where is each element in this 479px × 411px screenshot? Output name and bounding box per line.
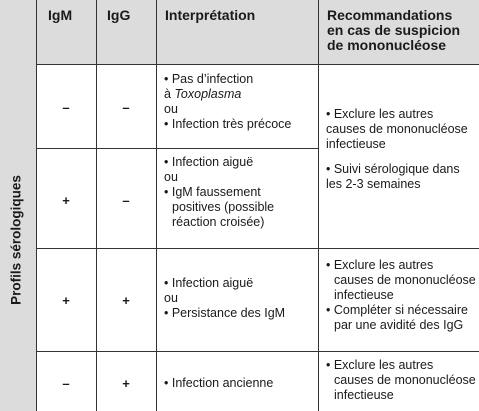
row2-interpretation: • Infection aiguë ou • IgM faussement positives (possible réaction croisée) <box>164 155 275 229</box>
row3-recommandation: • Exclure les autres causes de mononucléose infectieuse • Compléter si nécessaire par une avidité des IgG <box>326 258 476 332</box>
row1-igg: – <box>122 100 130 115</box>
row3-igg: + <box>122 293 130 308</box>
row3-interpretation: • Infection aiguë ou • Persistance des IgM <box>164 276 286 320</box>
header-igm: IgM <box>48 7 73 23</box>
row3-igm: + <box>62 293 70 308</box>
row2-igm: + <box>62 193 70 208</box>
row4-igm: – <box>62 376 70 391</box>
rows12-recommandation: • Exclure les autres causes de mononucléose infectieuse • Suivi sérologique dans les 2-3 semaines <box>326 107 468 191</box>
row1-interpretation: • Pas d’infection à Toxoplasma ou • Infection très précoce <box>164 72 292 131</box>
row4-recommandation: • Exclure les autres causes de mononucléose infectieuse <box>326 358 476 402</box>
row4-interpretation: • Infection ancienne <box>164 376 274 390</box>
header-recommandations: Recommandations en cas de suspicion de mononucléose <box>327 7 461 53</box>
side-label: Profils sérologiques <box>8 175 24 305</box>
row2-igg: – <box>122 193 130 208</box>
header-igg: IgG <box>107 7 131 23</box>
row1-igm: – <box>62 100 70 115</box>
header-interpretation: Interprétation <box>165 7 256 23</box>
row4-igg: + <box>122 376 130 391</box>
